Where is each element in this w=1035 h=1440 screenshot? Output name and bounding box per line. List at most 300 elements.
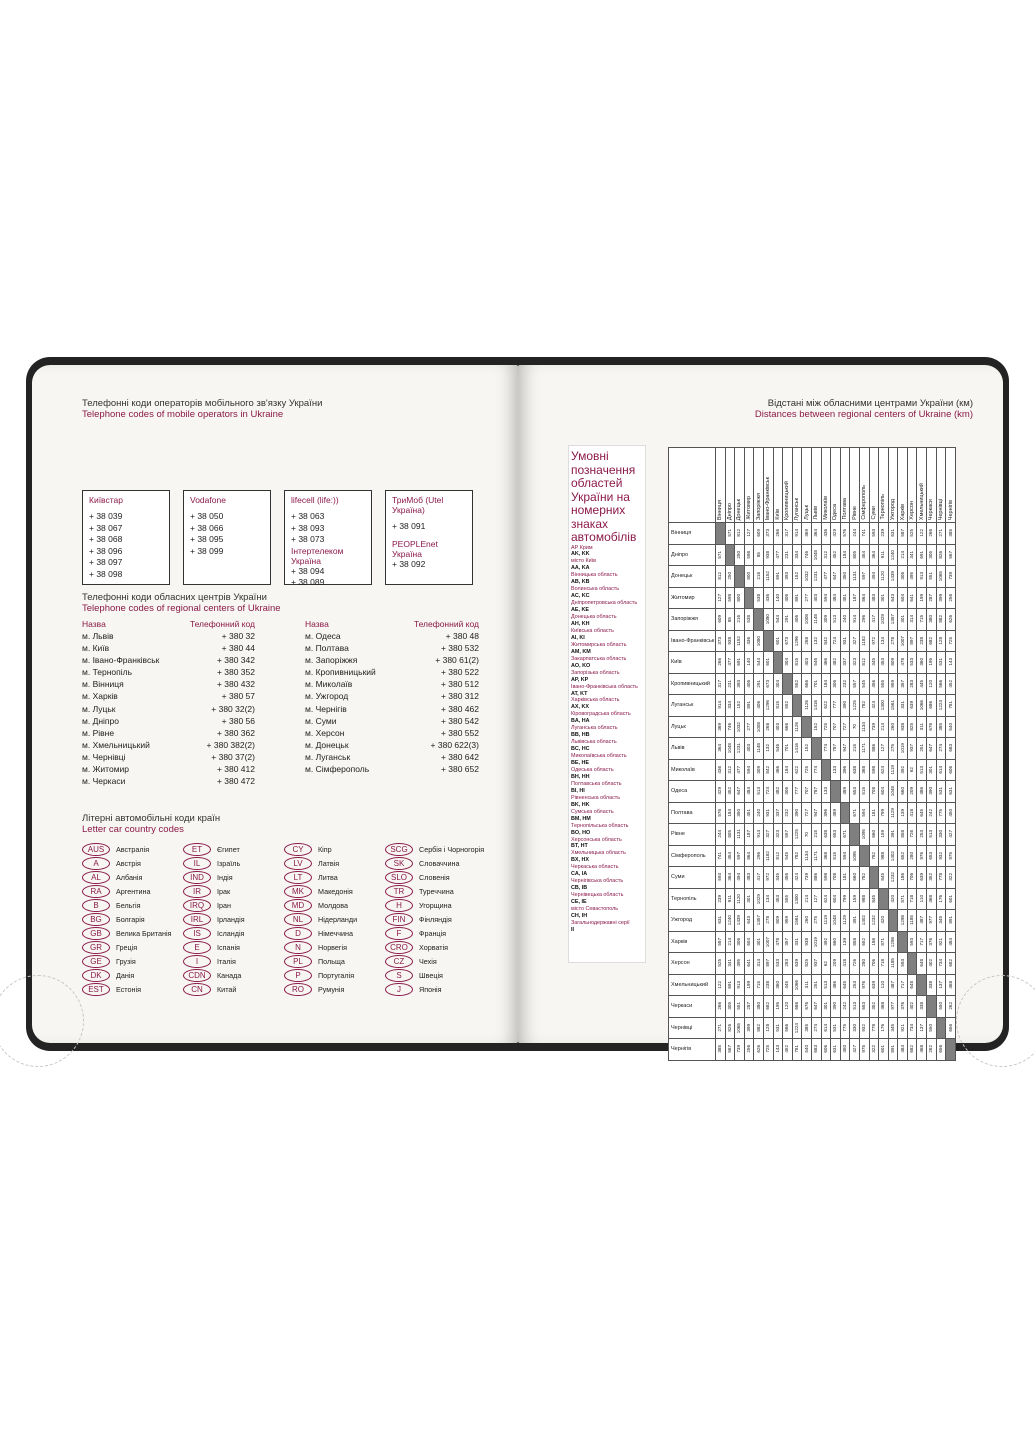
distance-value: 215 (851, 744, 857, 753)
distance-cell (763, 931, 773, 953)
distance-value: 812 (717, 572, 723, 581)
distance-value: 660 (832, 937, 838, 946)
distance-cell (840, 738, 850, 760)
regional-code-row (305, 666, 479, 678)
distance-value: 641 (909, 593, 915, 602)
distance-cell (763, 544, 773, 566)
distance-value: 706 (870, 959, 876, 968)
distance-value: 975 (861, 1045, 867, 1054)
distance-value: 244 (717, 830, 723, 839)
distance-cell (725, 824, 735, 846)
distance-cell (907, 738, 917, 760)
column-header (840, 448, 850, 523)
plate-region: Запорізька область (571, 669, 620, 676)
column-city: Чернівці (937, 498, 944, 520)
diagonal-cell (907, 953, 917, 975)
distance-value: 492 (899, 765, 905, 774)
distance-value: 682 (947, 959, 953, 968)
distance-value: 239 (880, 529, 886, 538)
distance-value: 886 (870, 744, 876, 753)
distance-value: 725 (803, 765, 809, 774)
plate-letters: BB, HB (571, 732, 590, 739)
regional-code-row (82, 666, 255, 678)
distance-value: 1231 (736, 743, 742, 754)
distance-value: 1298 (899, 915, 905, 926)
distance-cell (946, 630, 956, 652)
distance-cell (946, 609, 956, 631)
country-name: Литва (318, 873, 338, 882)
city-name: м. Дніпро (82, 715, 119, 726)
distance-value: 538 (746, 615, 752, 624)
distance-value: 477 (736, 765, 742, 774)
distance-value: 624 (822, 894, 828, 903)
distance-cell (754, 695, 764, 717)
table-corner (669, 448, 716, 523)
operator-name: ТриМоб (Utel Україна) (392, 495, 444, 515)
country-name: Кіпр (318, 845, 332, 854)
distance-value: 691 (726, 980, 732, 989)
distance-value: 815 (794, 658, 800, 667)
distance-cell (744, 695, 754, 717)
distance-value: 741 (717, 851, 723, 860)
car-code-oval: P (284, 969, 312, 982)
regional-code-row (82, 727, 255, 739)
distance-cell (725, 566, 735, 588)
plate-letters: CB, IB (571, 885, 588, 892)
distance-value: 337 (774, 808, 780, 817)
distance-value: 376 (928, 937, 934, 946)
distance-cell (898, 695, 908, 717)
distance-value: 301 (746, 894, 752, 903)
car-code-item (385, 885, 454, 898)
distance-value: 345 (937, 916, 943, 925)
distance-cell (763, 996, 773, 1018)
column-header (773, 448, 783, 523)
column-city: Суми (870, 506, 877, 520)
distance-value: 262 (928, 1045, 934, 1054)
distance-value: 959 (889, 679, 895, 688)
distance-cell (802, 781, 812, 803)
distance-cell (898, 652, 908, 674)
distance-cell (907, 802, 917, 824)
distance-value: 327 (851, 636, 857, 645)
distance-value: 959 (784, 916, 790, 925)
distance-cell (783, 953, 793, 975)
distance-value: 594 (822, 593, 828, 602)
distance-value: 938 (899, 722, 905, 731)
distance-cell (821, 996, 831, 1018)
distance-cell (898, 759, 908, 781)
distance-cell (879, 566, 889, 588)
distance-cell (773, 759, 783, 781)
distance-cell (735, 587, 745, 609)
distance-value: 1171 (813, 850, 819, 861)
distance-value: 283 (909, 679, 915, 688)
distance-value: 337 (842, 658, 848, 667)
city-name: м. Суми (305, 715, 337, 726)
header-code: Телефонний код (189, 619, 255, 629)
distance-value: 287 (928, 593, 934, 602)
distance-value: 656 (937, 1045, 943, 1054)
distance-cell (744, 781, 754, 803)
distance-value: 301 (928, 765, 934, 774)
distance-value: 280 (861, 959, 867, 968)
distance-cell (869, 587, 879, 609)
distance-cell (888, 824, 898, 846)
distance-cell (792, 716, 802, 738)
distance-cell (831, 652, 841, 674)
operator-name: PEOPLEnet Україна (392, 538, 438, 559)
distance-cell (907, 630, 917, 652)
diagonal-cell (744, 587, 754, 609)
distance-cell (754, 888, 764, 910)
distance-value: 484 (832, 593, 838, 602)
distance-value: 483 (746, 873, 752, 882)
distance-cell (888, 566, 898, 588)
distance-cell (840, 845, 850, 867)
distance-cell (811, 587, 821, 609)
distance-cell (783, 824, 793, 846)
distance-value: 614 (937, 765, 943, 774)
distance-value: 746 (726, 722, 732, 731)
operator-box-trimob (385, 490, 473, 585)
distance-value: 1357 (889, 614, 895, 625)
regional-code-row (305, 715, 479, 727)
distance-value: 1095 (851, 850, 857, 861)
distance-value: 708 (870, 787, 876, 796)
column-city: Київ (774, 509, 781, 520)
distance-value: 341 (726, 959, 732, 968)
distance-value: 913 (736, 980, 742, 989)
car-code-item (82, 871, 142, 884)
distance-cell (859, 910, 869, 932)
operator-box-kyivstar (82, 490, 170, 585)
distance-cell (840, 888, 850, 910)
table-row (669, 996, 956, 1018)
distance-value: 306 (784, 787, 790, 796)
distance-value: 718 (909, 894, 915, 903)
country-name: Словенія (419, 873, 450, 882)
distance-cell (783, 566, 793, 588)
distance-cell (744, 673, 754, 695)
distance-cell (907, 587, 917, 609)
city-phone-code: + 380 652 (440, 764, 479, 775)
distance-cell (898, 845, 908, 867)
distance-cell (735, 695, 745, 717)
distance-value: 127 (717, 593, 723, 602)
distance-value: 256 (947, 593, 953, 602)
distance-cell (783, 609, 793, 631)
distance-value: 385 (947, 529, 953, 538)
distance-value: 571 (717, 550, 723, 559)
distance-value: 380 (928, 615, 934, 624)
distance-value: 845 (870, 894, 876, 903)
distance-cell (792, 523, 802, 545)
distance-cell (763, 802, 773, 824)
distance-cell (763, 738, 773, 760)
distance-cell (888, 609, 898, 631)
distance-cell (840, 1039, 850, 1061)
distance-cell (927, 888, 937, 910)
distance-value: 639 (794, 959, 800, 968)
distance-cell (879, 673, 889, 695)
distance-cell (917, 910, 927, 932)
distance-value: 468 (947, 980, 953, 989)
distance-cell (821, 888, 831, 910)
distance-cell (831, 802, 841, 824)
distance-value: 715 (755, 980, 761, 989)
distance-value: 914 (794, 529, 800, 538)
distance-value: 209 (909, 787, 915, 796)
distance-cell (773, 974, 783, 996)
row-city: Хмельницький (669, 974, 716, 996)
distance-value: 1182 (765, 850, 771, 861)
distance-cell (763, 910, 773, 932)
distance-cell (850, 802, 860, 824)
operator-code: + 38 091 (392, 521, 426, 531)
distance-cell (763, 845, 773, 867)
distance-cell (821, 566, 831, 588)
distance-value: 653 (928, 851, 934, 860)
operator-code: + 38 093 (291, 522, 325, 533)
plate-letters: AK, KK (571, 551, 590, 558)
column-header (927, 448, 937, 523)
distance-cell (754, 673, 764, 695)
distance-value: 301 (755, 937, 761, 946)
distance-cell (869, 931, 879, 953)
distance-cell (735, 910, 745, 932)
distance-value: 274 (813, 1023, 819, 1032)
distance-cell (811, 824, 821, 846)
country-name: Аргентина (116, 887, 151, 896)
plate-region: Львівська область (571, 739, 617, 746)
city-phone-code: + 380 44 (221, 643, 255, 654)
distance-value: 323 (851, 658, 857, 667)
distance-cell (821, 974, 831, 996)
distance-cell (907, 523, 917, 545)
diagonal-cell (888, 910, 898, 932)
distance-cell (792, 888, 802, 910)
distance-cell (716, 867, 726, 889)
distance-cell (716, 781, 726, 803)
distance-value: 1126 (794, 721, 800, 732)
distance-cell (716, 802, 726, 824)
car-code-item (183, 913, 245, 926)
distance-value: 787 (813, 787, 819, 796)
distance-value: 133 (832, 765, 838, 774)
diagonal-cell (869, 867, 879, 889)
country-name: Сербія і Чорногорія (419, 845, 485, 854)
distance-cell (792, 652, 802, 674)
plate-letters: AB, KB (571, 579, 590, 586)
distance-cell (802, 738, 812, 760)
distance-value: 1065 (937, 571, 943, 582)
distance-cell (850, 867, 860, 889)
distance-value: 891 (889, 1045, 895, 1054)
row-city: Ужгород (669, 910, 716, 932)
distance-cell (879, 910, 889, 932)
distance-value: 626 (947, 615, 953, 624)
distance-value: 214 (726, 937, 732, 946)
city-phone-code: + 380 522 (440, 667, 479, 678)
distance-value: 424 (870, 701, 876, 710)
distance-value: 364 (717, 744, 723, 753)
distance-value: 1231 (813, 571, 819, 582)
diagonal-cell (821, 759, 831, 781)
distance-value: 436 (822, 529, 828, 538)
distance-value: 1300 (794, 893, 800, 904)
distance-cell (859, 673, 869, 695)
distance-value: 277 (803, 593, 809, 602)
distance-cell (917, 630, 927, 652)
operator-box-lifecell (284, 490, 372, 585)
country-name: Польща (318, 957, 345, 966)
distance-cell (783, 888, 793, 910)
distance-value: 418 (909, 808, 915, 817)
distance-value: 301 (822, 1002, 828, 1011)
distance-cell (802, 566, 812, 588)
distance-value: 815 (774, 701, 780, 710)
distance-value: 587 (717, 937, 723, 946)
distance-cell (792, 1039, 802, 1061)
distance-cell (859, 652, 869, 674)
row-city: Чернігів (669, 1039, 716, 1061)
distance-cell (907, 716, 917, 738)
distance-cell (811, 652, 821, 674)
distance-value: 373 (717, 636, 723, 645)
distance-value: 338 (928, 980, 934, 989)
city-name: м. Рівне (82, 727, 115, 738)
distance-value: 331 (794, 937, 800, 946)
distance-cell (725, 802, 735, 824)
distance-value: 452 (784, 1045, 790, 1054)
car-code-item (183, 955, 236, 968)
distance-value: 931 (842, 636, 848, 645)
distance-cell (735, 673, 745, 695)
distance-cell (946, 1017, 956, 1039)
distance-cell (763, 566, 773, 588)
distance-cell (792, 974, 802, 996)
distance-value: 184 (726, 808, 732, 817)
distance-value: 691 (918, 550, 924, 559)
city-name: м. Вінниця (82, 679, 124, 690)
country-name: Єгипет (217, 845, 240, 854)
distance-cell (744, 888, 754, 910)
distance-cell (716, 1017, 726, 1039)
distance-value: 676 (928, 722, 934, 731)
diagonal-cell (754, 609, 764, 631)
city-phone-code: + 380 382(2) (206, 739, 255, 750)
distance-value: 350 (736, 808, 742, 817)
distance-cell (850, 716, 860, 738)
distance-value: 652 (861, 937, 867, 946)
distance-cell (859, 1017, 869, 1039)
distance-value: 598 (822, 873, 828, 882)
distance-value: 268 (803, 636, 809, 645)
row-city: Донецьк (669, 566, 716, 588)
distance-cell (811, 609, 821, 631)
plate-region: Волинська область (571, 586, 620, 593)
city-name: м. Кропивницький (305, 667, 376, 678)
distance-value: 451 (746, 808, 752, 817)
distance-value: 277 (746, 722, 752, 731)
distance-value: 184 (842, 550, 848, 559)
distance-cell (792, 781, 802, 803)
distance-value: 309 (822, 615, 828, 624)
distance-value: 777 (832, 701, 838, 710)
distance-cell (859, 802, 869, 824)
car-code-item (284, 871, 338, 884)
city-name: м. Івано-Франківськ (82, 655, 160, 666)
diagonal-cell (811, 738, 821, 760)
distance-cell (927, 781, 937, 803)
distance-cell (725, 867, 735, 889)
distance-cell (716, 716, 726, 738)
column-city: Рівне (851, 506, 858, 520)
distance-cell (907, 974, 917, 996)
distance-value: 186 (899, 873, 905, 882)
distance-cell (859, 716, 869, 738)
distance-cell (763, 974, 773, 996)
diagonal-cell (735, 566, 745, 588)
city-name: м. Херсон (305, 727, 345, 738)
distance-cell (888, 1039, 898, 1061)
distance-value: 682 (765, 1002, 771, 1011)
distance-cell (802, 910, 812, 932)
distance-cell (725, 953, 735, 975)
distance-value: 1152 (765, 571, 771, 582)
distance-value: 858 (851, 937, 857, 946)
distance-value: 239 (717, 894, 723, 903)
distance-value: 445 (784, 980, 790, 989)
distance-cell (946, 652, 956, 674)
distance-cell (898, 996, 908, 1018)
diagonal-cell (802, 716, 812, 738)
plate-region: Харківська область (571, 697, 620, 704)
distance-cell (879, 716, 889, 738)
country-name: Болгарія (116, 915, 145, 924)
plate-letters: BH, HH (571, 773, 590, 780)
distance-value: 531 (774, 1023, 780, 1032)
distance-value: 253 (851, 980, 857, 989)
table-row (669, 673, 956, 695)
distance-cell (792, 673, 802, 695)
car-code-item (284, 983, 344, 996)
distance-value: 638 (822, 830, 828, 839)
diagonal-cell (725, 544, 735, 566)
car-code-item (385, 941, 448, 954)
distance-cell (821, 673, 831, 695)
distance-value: 533 (774, 959, 780, 968)
distance-value: 864 (746, 851, 752, 860)
distance-cell (859, 824, 869, 846)
distance-value: 215 (813, 830, 819, 839)
distance-cell (917, 845, 927, 867)
country-name: Ісландія (217, 929, 245, 938)
distance-cell (735, 1039, 745, 1061)
distance-value: 1066 (918, 700, 924, 711)
row-city: Дніпро (669, 544, 716, 566)
regional-codes-heading (82, 592, 281, 614)
car-code-item (385, 969, 443, 982)
distance-value: 305 (928, 550, 934, 559)
distance-value: 238 (765, 980, 771, 989)
diagonal-cell (840, 802, 850, 824)
distance-value: 1131 (736, 829, 742, 840)
regional-code-row (82, 751, 255, 763)
distance-cell (840, 867, 850, 889)
distance-cell (850, 630, 860, 652)
